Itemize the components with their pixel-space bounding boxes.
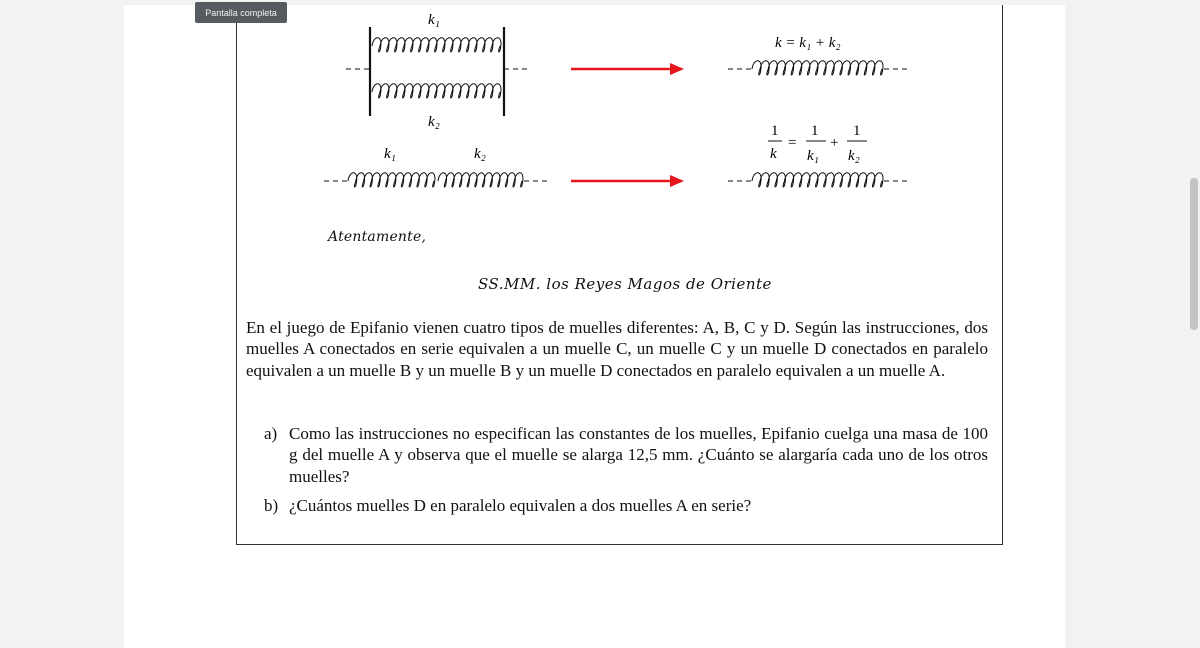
equals-sign: = xyxy=(788,135,797,151)
arrow-series xyxy=(571,175,684,187)
fraction-k2: k₂ xyxy=(848,148,860,164)
spring-k2-series xyxy=(438,173,523,187)
equivalent-spring-parallel xyxy=(728,35,908,75)
formula-parallel: k = k₁ + k₂ xyxy=(775,35,841,51)
parallel-springs-diagram xyxy=(346,12,528,130)
equivalent-spring-series xyxy=(728,123,908,187)
closing-signature: Atentamente, xyxy=(328,229,427,245)
fraction-one-b: 1 xyxy=(853,123,861,139)
label-k1-series: k₁ xyxy=(384,146,396,162)
series-springs-diagram xyxy=(324,146,548,187)
label-k2-parallel: k₂ xyxy=(428,114,440,130)
item-label: b) xyxy=(264,495,279,515)
signer-signature: SS.MM. los Reyes Magos de Oriente xyxy=(478,275,772,293)
item-label: a) xyxy=(264,424,278,443)
item-text: Como las instrucciones no especifican las constantes de los muelles, Epifanio cuelga una masa de 100 g del muelle A y observa que el muelle se alarga 12,5 mm. ¿Cuánto se alargaría cada uno de los otros muelles? xyxy=(289,424,988,486)
plus-sign: + xyxy=(830,135,839,151)
fraction-one-a: 1 xyxy=(811,123,819,139)
item-text: ¿Cuántos muelles D en paralelo equivalen a dos muelles A en serie? xyxy=(289,495,752,515)
scrollbar-thumb[interactable] xyxy=(1190,178,1198,330)
label-k2-series: k₂ xyxy=(474,146,486,162)
formula-series xyxy=(768,123,867,164)
fullscreen-tooltip[interactable]: Pantalla completa xyxy=(195,2,287,23)
label-k1-parallel: k₁ xyxy=(428,12,440,28)
problem-statement: En el juego de Epifanio vienen cuatro tipos de muelles diferentes: A, B, C y D. Según las instrucciones, dos muelles A conectados en serie equivalen a un muelle C, un muelle C y un muelle D conectados en paralelo equivalen a un muelle B y un muelle B y un muelle D conectados en paralelo equivalen a un muelle A. xyxy=(246,318,988,380)
problem-items xyxy=(264,423,988,524)
spring-k2-parallel xyxy=(372,84,501,98)
spring-k1-parallel xyxy=(372,38,501,52)
vertical-scrollbar[interactable] xyxy=(1188,0,1200,648)
spring-equivalent-series xyxy=(752,173,883,187)
arrow-parallel xyxy=(571,63,684,75)
spring-equivalent-parallel xyxy=(752,61,883,75)
spring-k1-series xyxy=(348,173,435,187)
fraction-k: k xyxy=(770,146,777,162)
problem-item-a xyxy=(264,423,988,487)
fraction-one-left: 1 xyxy=(771,123,779,139)
fraction-k1: k₁ xyxy=(807,148,819,164)
problem-item-b xyxy=(264,495,988,516)
